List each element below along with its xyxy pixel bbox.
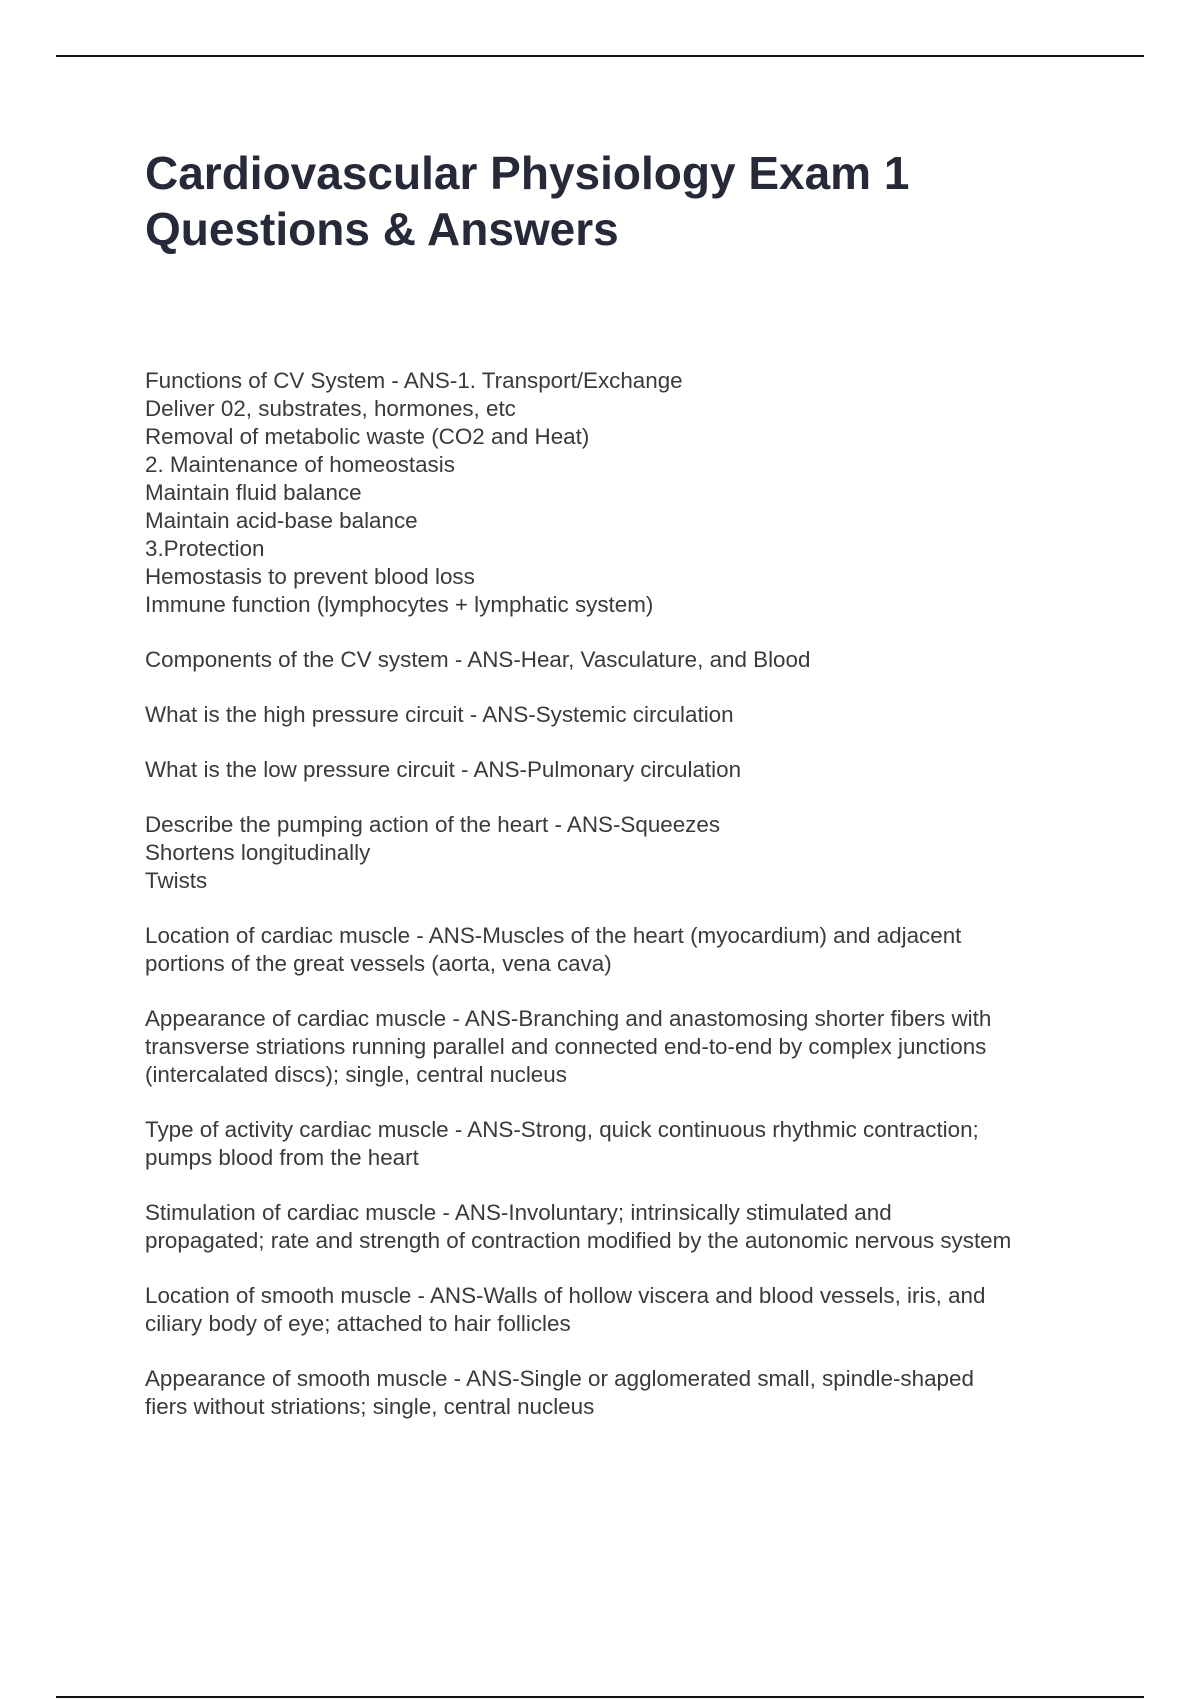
qa-answer-line: Maintain fluid balance [145,480,362,505]
bottom-rule [56,1696,1144,1698]
qa-question-line: Appearance of smooth muscle - ANS-Single or agglomerated small, spindle-shaped [145,1366,974,1391]
qa-item [145,367,1085,619]
qa-item [145,922,1085,978]
qa-item [145,1005,1085,1089]
qa-answer-line: portions of the great vessels (aorta, vena cava) [145,951,612,976]
qa-answer-line: propagated; rate and strength of contraction modified by the autonomic nervous system [145,1228,1012,1253]
qa-question-line: Functions of CV System - ANS-1. Transport/Exchange [145,368,683,393]
qa-answer-line: Maintain acid-base balance [145,508,418,533]
qa-answer-line: (intercalated discs); single, central nucleus [145,1062,567,1087]
document-title [145,145,1105,257]
qa-question-line: Location of smooth muscle - ANS-Walls of hollow viscera and blood vessels, iris, and [145,1283,986,1308]
qa-answer-line: Removal of metabolic waste (CO2 and Heat) [145,424,590,449]
qa-item [145,646,1085,674]
qa-list [145,367,1085,1448]
qa-answer-line: Deliver 02, substrates, hormones, etc [145,396,516,421]
qa-question-line: Stimulation of cardiac muscle - ANS-Involuntary; intrinsically stimulated and [145,1200,892,1225]
qa-question-line: Type of activity cardiac muscle - ANS-Strong, quick continuous rhythmic contraction; [145,1117,979,1142]
qa-answer-line: transverse striations running parallel and connected end-to-end by complex junctions [145,1034,987,1059]
qa-question-line: Components of the CV system - ANS-Hear, Vasculature, and Blood [145,647,811,672]
qa-question-line: Describe the pumping action of the heart - ANS-Squeezes [145,812,721,837]
qa-question-line: What is the low pressure circuit - ANS-Pulmonary circulation [145,757,742,782]
qa-question-line: Appearance of cardiac muscle - ANS-Branching and anastomosing shorter fibers with [145,1006,992,1031]
qa-answer-line: 3.Protection [145,536,265,561]
qa-item [145,811,1085,895]
qa-item [145,1365,1085,1421]
qa-item [145,1282,1085,1338]
qa-item [145,1116,1085,1172]
qa-item [145,1199,1085,1255]
top-rule [56,55,1144,57]
qa-answer-line: Immune function (lymphocytes + lymphatic system) [145,592,654,617]
qa-item [145,701,1085,729]
qa-answer-line: Shortens longitudinally [145,840,371,865]
qa-question-line: Location of cardiac muscle - ANS-Muscles of the heart (myocardium) and adjacent [145,923,962,948]
qa-answer-line: Hemostasis to prevent blood loss [145,564,475,589]
qa-item [145,756,1085,784]
document-title-line-2: Questions & Answers [145,203,619,255]
qa-answer-line: fiers without striations; single, central nucleus [145,1394,595,1419]
qa-answer-line: Twists [145,868,208,893]
qa-question-line: What is the high pressure circuit - ANS-Systemic circulation [145,702,734,727]
qa-answer-line: pumps blood from the heart [145,1145,419,1170]
qa-answer-line: ciliary body of eye; attached to hair follicles [145,1311,571,1336]
document-title-line-1: Cardiovascular Physiology Exam 1 [145,147,910,199]
qa-answer-line: 2. Maintenance of homeostasis [145,452,455,477]
